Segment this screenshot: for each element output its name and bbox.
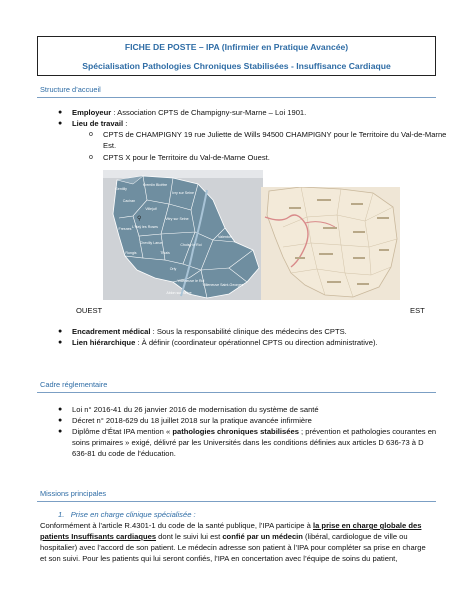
para-text: dont le suivi lui est: [156, 532, 223, 541]
encadrement-text: : Sous la responsabilité clinique des médecins des CPTS.: [150, 327, 347, 336]
para-emphasis: patients Insuffisants cardiaques: [40, 532, 157, 541]
place-label: Gentilly: [115, 187, 127, 191]
map-val-de-marne-ouest: [103, 170, 263, 300]
place-label: Kremlin Bicêtre: [142, 183, 168, 187]
subsection-label: Prise en charge clinique spécialisée :: [70, 510, 196, 519]
place-label: L'Haÿ les Roses: [132, 225, 158, 229]
section-divider: [37, 97, 436, 98]
diplome-text-bold: pathologies chroniques stabilisées: [172, 427, 299, 436]
lieu-label: Lieu de travail: [72, 119, 124, 128]
place-label: Thiais: [160, 251, 170, 255]
place-label: Villejuif: [145, 207, 157, 211]
circle-bullet-icon: o: [89, 154, 93, 161]
para-bold: confié par un médecin: [222, 532, 303, 541]
lieu-item-1-line2: Est.: [103, 141, 117, 150]
lieu-item-1-line1: CPTS de CHAMPIGNY 19 rue Juliette de Wills 94500 CHAMPIGNY pour le Territoire du Val-de-Marne: [103, 130, 447, 139]
section-heading-structure: Structure d’accueil: [40, 85, 101, 94]
place-label: Villeneuve Saint-Georges: [202, 283, 244, 287]
lieu-line: [72, 119, 127, 129]
para-emphasis: la prise en charge globale des: [312, 521, 422, 530]
map-label-est: EST: [410, 306, 425, 315]
diplome-text-pre: Diplôme d’État IPA mention «: [72, 427, 173, 436]
lien-label: Lien hiérarchique: [72, 338, 136, 347]
location-pin-icon: ⚲: [137, 216, 142, 222]
bullet-icon: ●: [58, 109, 63, 116]
section-divider: [37, 501, 436, 502]
bullet-icon: ●: [58, 406, 63, 413]
place-label: Chevilly Larue: [139, 241, 163, 245]
place-label: Rungis: [125, 251, 137, 255]
mission-paragraph-line4: et son suivi. Pour les patients qui lui seront confiés, l’IPA en concertation avec l’équipe de soins du patient,: [40, 554, 398, 563]
place-label: Valenton: [218, 235, 232, 239]
title-box: [37, 36, 436, 76]
encadrement-label: Encadrement médical: [72, 327, 151, 336]
para-text: Conformément à l’article R.4301-1 du code de la santé publique, l’IPA participe à: [40, 521, 313, 530]
lieu-item-2: CPTS X pour le Territoire du Val-de-Marne Ouest.: [103, 153, 270, 162]
section-heading-missions: Missions principales: [40, 489, 107, 498]
place-label: Ivry sur Seine: [172, 191, 194, 195]
diplome-text-post: ; prévention et pathologies courantes en: [298, 427, 437, 436]
cadre-item-diplome-line1: [72, 427, 436, 437]
cadre-item-diplome-line3: 636-81 du code de l’éducation.: [72, 449, 176, 458]
place-label: Ablon sur Seine: [166, 291, 192, 295]
circle-bullet-icon: o: [89, 131, 93, 138]
subsection-number: 1.: [58, 510, 65, 519]
place-label: Choisy le Roi: [180, 243, 202, 247]
place-label: Vitry sur Seine: [165, 217, 189, 221]
employeur-label: Employeur: [72, 108, 112, 117]
employeur-line: [72, 108, 306, 118]
section-heading-cadre: Cadre réglementaire: [40, 380, 108, 389]
cadre-item-diplome-line2: soins primaires » exigé, délivré par les Universités dans les conditions définies aux articles D 636-73 à D: [72, 438, 424, 447]
bullet-icon: ●: [58, 417, 63, 424]
bullet-icon: ●: [58, 339, 63, 346]
document-subtitle: Spécialisation Pathologies Chroniques Stabilisées - Insuffisance Cardiaque: [82, 61, 391, 71]
mission-paragraph-line1: [40, 521, 421, 532]
bullet-icon: ●: [58, 328, 63, 335]
mission-paragraph-line2: [40, 532, 408, 543]
lien-line: [72, 338, 378, 348]
para-text: (libéral, cardiologue de ville ou: [302, 532, 408, 541]
place-label: Orly: [169, 267, 177, 271]
lieu-suffix: :: [123, 119, 128, 128]
section-divider: [37, 392, 436, 393]
lien-text: : À définir (coordinateur opérationnel CPTS ou direction administrative).: [135, 338, 378, 347]
subsection-heading-prise-en-charge: [58, 510, 196, 519]
place-label: Villeneuve le Roi: [177, 279, 205, 283]
territory-maps: [103, 170, 400, 300]
cadre-item-loi: Loi n° 2016-41 du 26 janvier 2016 de modernisation du système de santé: [72, 405, 319, 414]
bullet-icon: ●: [58, 120, 63, 127]
place-label: Fresnes: [118, 227, 132, 231]
map-val-de-marne-est: [261, 187, 400, 300]
place-label: Cachan: [122, 199, 136, 203]
map-label-ouest: OUEST: [76, 306, 103, 315]
mission-paragraph-line3: hospitalier) avec l’accord de son patient. Le médecin adresse son patient à l’IPA pour compléter sa prise en charge: [40, 543, 426, 552]
employeur-text: : Association CPTS de Champigny-sur-Marne – Loi 1901.: [111, 108, 307, 117]
document-title: FICHE DE POSTE – IPA (Infirmier en Pratique Avancée): [124, 42, 349, 52]
cadre-item-decret: Décret n° 2018-629 du 18 juillet 2018 sur la pratique avancée infirmière: [72, 416, 312, 425]
encadrement-line: [72, 327, 347, 337]
bullet-icon: ●: [58, 428, 63, 435]
